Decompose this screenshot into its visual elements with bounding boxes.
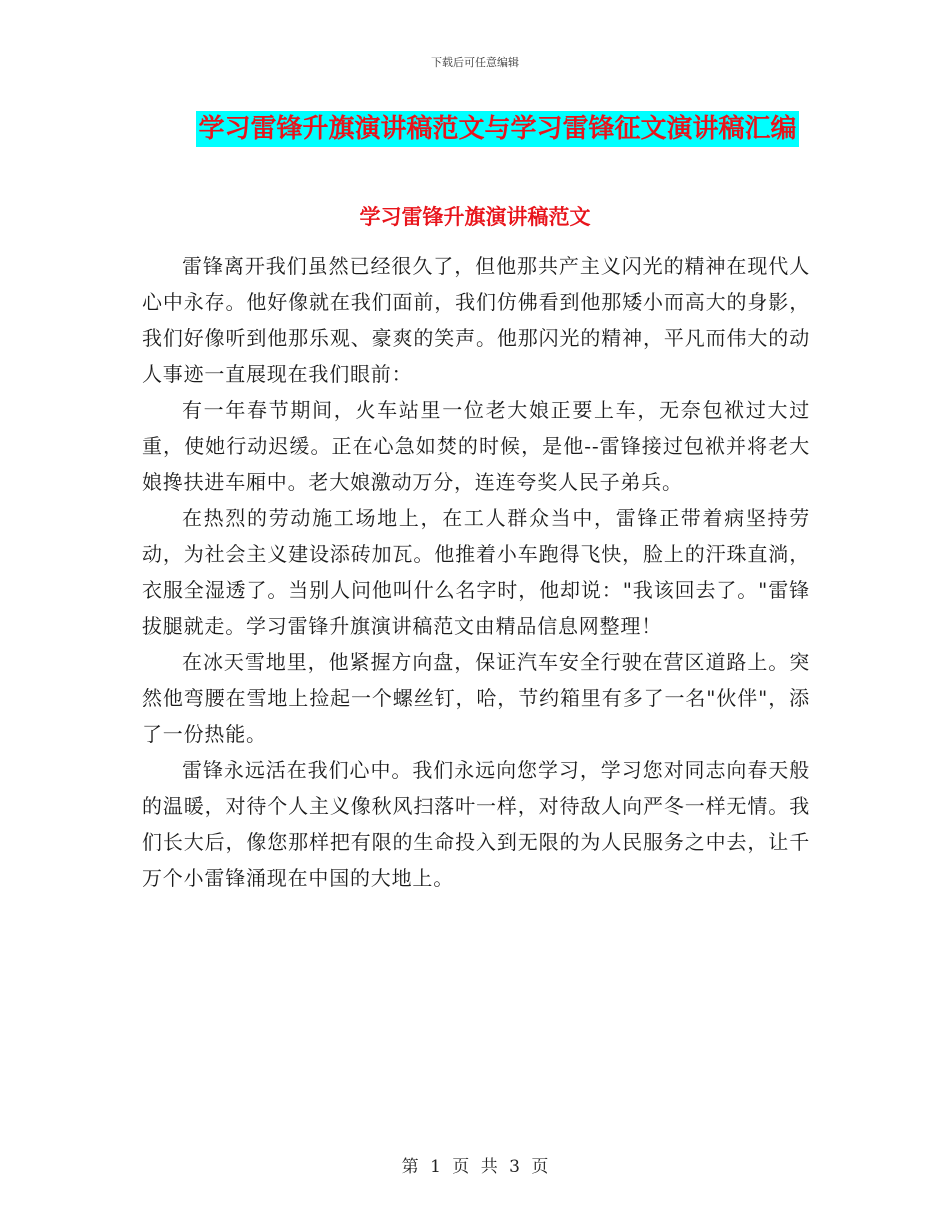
paragraph-1: 雷锋离开我们虽然已经很久了，但他那共产主义闪光的精神在现代人心中永存。他好像就在我们面前，我们仿佛看到他那矮小而高大的身影，我们好像听到他那乐观、豪爽的笑声。他那闪光的精神，平凡而伟大的动人事迹一直展现在我们眼前：: [142, 254, 810, 386]
main-title-container: [0, 111, 950, 147]
body-text: [142, 248, 810, 896]
section-title: 学习雷锋升旗演讲稿范文: [359, 205, 591, 229]
page-footer-number: 第 1 页 共 3 页: [401, 1157, 549, 1177]
main-title: 学习雷锋升旗演讲稿范文与学习雷锋征文演讲稿汇编: [196, 111, 798, 147]
paragraph-2: 有一年春节期间，火车站里一位老大娘正要上车，无奈包袱过大过重，使她行动迟缓。正在心急如焚的时候，是他--雷锋接过包袱并将老大娘搀扶进车厢中。老大娘激动万分，连连夸奖人民子弟兵。: [142, 398, 810, 494]
page-header-note: 下载后可任意编辑: [431, 56, 519, 69]
paragraph-4: 在冰天雪地里，他紧握方向盘，保证汽车安全行驶在营区道路上。突然他弯腰在雪地上捡起一个螺丝钉，哈，节约箱里有多了一名"伙伴"，添了一份热能。: [142, 650, 810, 746]
paragraph-5: 雷锋永远活在我们心中。我们永远向您学习，学习您对同志向春天般的温暖，对待个人主义像秋风扫落叶一样，对待敌人向严冬一样无情。我们长大后，像您那样把有限的生命投入到无限的为人民服务之中去，让千万个小雷锋涌现在中国的大地上。: [142, 758, 810, 890]
paragraph-3: 在热烈的劳动施工场地上，在工人群众当中，雷锋正带着病坚持劳动，为社会主义建设添砖加瓦。他推着小车跑得飞快，脸上的汗珠直淌，衣服全湿透了。当别人问他叫什么名字时，他却说："我该回去了。"雷锋拔腿就走。学习雷锋升旗演讲稿范文由精品信息网整理！: [142, 506, 810, 638]
